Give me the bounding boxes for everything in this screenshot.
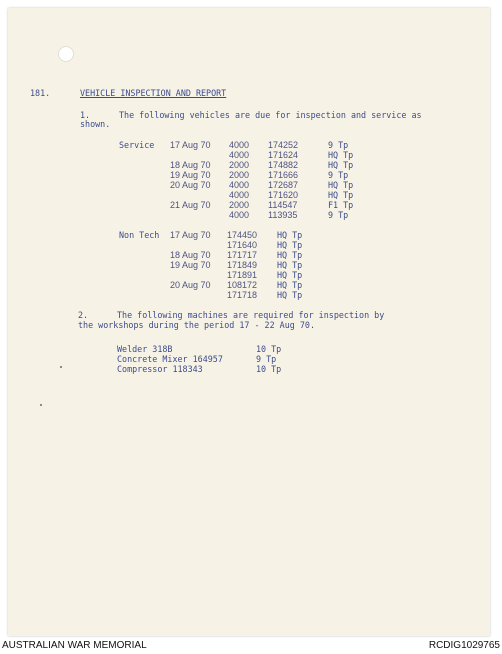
nontech-label: Non Tech [119, 230, 160, 240]
paper-mark [40, 404, 42, 406]
machine-name: Compressor 118343 [117, 364, 203, 374]
service-unit: HQ Tp [328, 160, 354, 170]
service-date: 21 Aug 70 [170, 200, 211, 210]
nontech-date: 17 Aug 70 [170, 230, 211, 240]
service-km: 4000 [229, 190, 250, 200]
section-title: VEHICLE INSPECTION AND REPORT [80, 88, 227, 98]
nontech-unit: HQ Tp [277, 260, 303, 270]
nontech-reg: 171891 [227, 270, 258, 280]
service-unit: HQ Tp [328, 150, 354, 160]
machine-unit: 10 Tp [256, 364, 282, 374]
service-km: 2000 [229, 200, 250, 210]
nontech-reg: 174450 [227, 230, 258, 240]
service-label: Service [119, 140, 155, 150]
service-km: 4000 [229, 150, 250, 160]
paper-mark [60, 366, 62, 368]
footer-id: RCDIG1029765 [428, 640, 500, 651]
service-reg: 171666 [268, 170, 299, 180]
nontech-reg: 171849 [227, 260, 258, 270]
nontech-reg: 171640 [227, 240, 258, 250]
machine-name: Welder 318B [117, 344, 173, 354]
service-reg: 174882 [268, 160, 299, 170]
para1-line2: shown. [80, 119, 111, 129]
nontech-date: 20 Aug 70 [170, 280, 211, 290]
service-reg: 172687 [268, 180, 299, 190]
nontech-unit: HQ Tp [277, 280, 303, 290]
para2-number: 2. [78, 310, 89, 320]
service-reg: 113935 [268, 210, 298, 220]
service-reg: 174252 [268, 140, 299, 150]
machine-unit: 9 Tp [256, 354, 277, 364]
service-km: 4000 [229, 140, 250, 150]
punch-hole [58, 46, 74, 62]
document-page [8, 8, 490, 636]
service-km: 4000 [229, 210, 250, 220]
nontech-unit: HQ Tp [277, 270, 303, 280]
service-reg: 171620 [268, 190, 299, 200]
footer-source: AUSTRALIAN WAR MEMORIAL [2, 640, 147, 651]
service-km: 4000 [229, 180, 250, 190]
nontech-date: 19 Aug 70 [170, 260, 211, 270]
machine-name: Concrete Mixer 164957 [117, 354, 223, 364]
service-date: 18 Aug 70 [170, 160, 211, 170]
service-unit: 9 Tp [328, 170, 349, 180]
nontech-unit: HQ Tp [277, 230, 303, 240]
service-km: 2000 [229, 170, 250, 180]
service-unit: HQ Tp [328, 190, 354, 200]
nontech-unit: HQ Tp [277, 240, 303, 250]
para1-line1: The following vehicles are due for inspection and service as [119, 110, 422, 120]
nontech-unit: HQ Tp [277, 290, 303, 300]
para1-number: 1. [80, 110, 91, 120]
service-reg: 114547 [268, 200, 298, 210]
nontech-reg: 108172 [227, 280, 258, 290]
service-date: 17 Aug 70 [170, 140, 211, 150]
para2-line1: The following machines are required for inspection by [117, 310, 385, 320]
machine-unit: 10 Tp [256, 344, 282, 354]
nontech-reg: 171717 [227, 250, 258, 260]
para2-line2: the workshops during the period 17 - 22 Aug 70. [78, 320, 315, 330]
service-date: 20 Aug 70 [170, 180, 211, 190]
service-date: 19 Aug 70 [170, 170, 211, 180]
service-unit: F1 Tp [328, 200, 354, 210]
item-number: 181. [30, 88, 51, 98]
service-km: 2000 [229, 160, 250, 170]
service-unit: 9 Tp [328, 210, 349, 220]
service-reg: 171624 [268, 150, 299, 160]
nontech-unit: HQ Tp [277, 250, 303, 260]
service-unit: 9 Tp [328, 140, 349, 150]
nontech-date: 18 Aug 70 [170, 250, 211, 260]
service-unit: HQ Tp [328, 180, 354, 190]
nontech-reg: 171718 [227, 290, 258, 300]
